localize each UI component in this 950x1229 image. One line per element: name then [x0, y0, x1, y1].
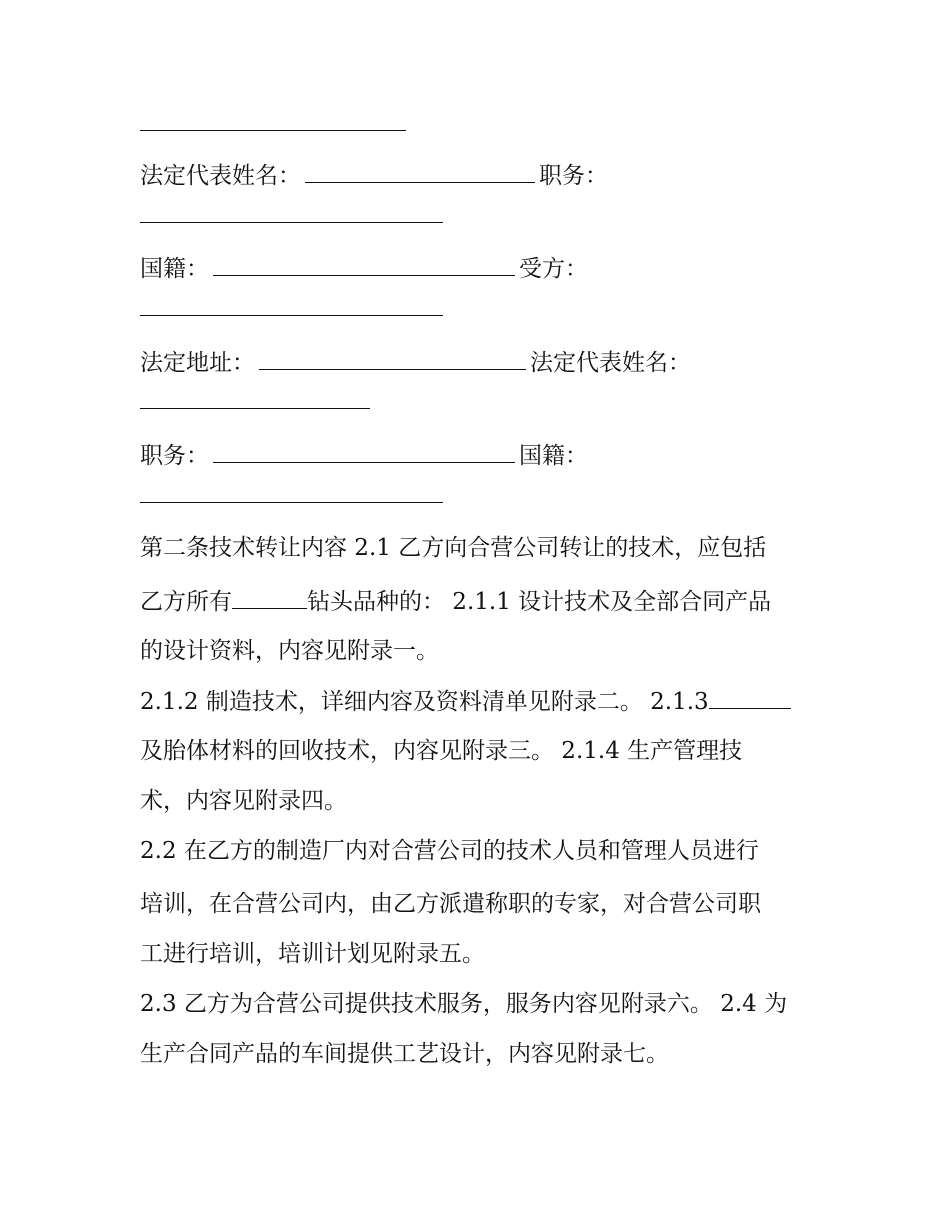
paragraph-line: 的设计资料，内容见附录一。: [140, 638, 439, 664]
transferee-label: 受方：: [519, 256, 588, 282]
paragraph-line: [140, 686, 791, 717]
fill-blank: [259, 347, 526, 370]
legal-rep-name-label: 法定代表姓名：: [140, 163, 301, 189]
fill-blank: [140, 108, 406, 131]
blank-line: [140, 200, 447, 231]
paragraph-line: 2.3 乙方为合营公司提供技术服务，服务内容见附录六。 2.4 为: [140, 991, 788, 1017]
position-line: [140, 440, 588, 471]
fill-blank: [213, 253, 515, 276]
fill-blank: [140, 293, 443, 316]
position-label-2: 职务：: [140, 443, 209, 469]
blank-line: [140, 386, 374, 417]
paragraph-line: 生产合同产品的车间提供工艺设计，内容见附录七。: [140, 1041, 669, 1067]
paragraph-line: 工进行培训，培训计划见附录五。: [140, 941, 485, 967]
nationality-line: [140, 253, 588, 284]
fill-blank: [140, 480, 443, 503]
nationality-label-2: 国籍：: [519, 443, 588, 469]
paragraph-line: [140, 586, 771, 617]
legal-rep-line: [140, 160, 608, 191]
paragraph-line: 培训，在合营公司内，由乙方派遣称职的专家，对合营公司职: [140, 891, 761, 917]
paragraph-line: 2.2 在乙方的制造厂内对合营公司的技术人员和管理人员进行: [140, 838, 759, 864]
position-label: 职务：: [539, 163, 608, 189]
fill-blank: [232, 586, 307, 609]
fill-blank: [213, 440, 515, 463]
nationality-label: 国籍：: [140, 256, 209, 282]
blank-line: [140, 293, 447, 324]
fill-blank: [140, 386, 370, 409]
text-segment: 2.1.2 制造技术，详细内容及资料清单见附录二。 2.1.3: [140, 689, 709, 715]
paragraph-line: 第二条技术转让内容 2.1 乙方向合营公司转让的技术，应包括: [140, 535, 767, 561]
legal-address-line: [140, 347, 691, 378]
fill-blank: [305, 160, 535, 183]
legal-rep-name-label-2: 法定代表姓名：: [530, 350, 691, 376]
blank-line: [140, 480, 447, 511]
text-segment: 乙方所有: [140, 589, 232, 615]
blank-line: [140, 108, 410, 139]
text-segment: 钻头品种的： 2.1.1 设计技术及全部合同产品: [307, 589, 772, 615]
paragraph-line: 及胎体材料的回收技术，内容见附录三。 2.1.4 生产管理技: [140, 738, 743, 764]
fill-blank: [709, 686, 791, 709]
fill-blank: [140, 200, 443, 223]
paragraph-line: 术，内容见附录四。: [140, 788, 347, 814]
legal-address-label: 法定地址：: [140, 350, 255, 376]
